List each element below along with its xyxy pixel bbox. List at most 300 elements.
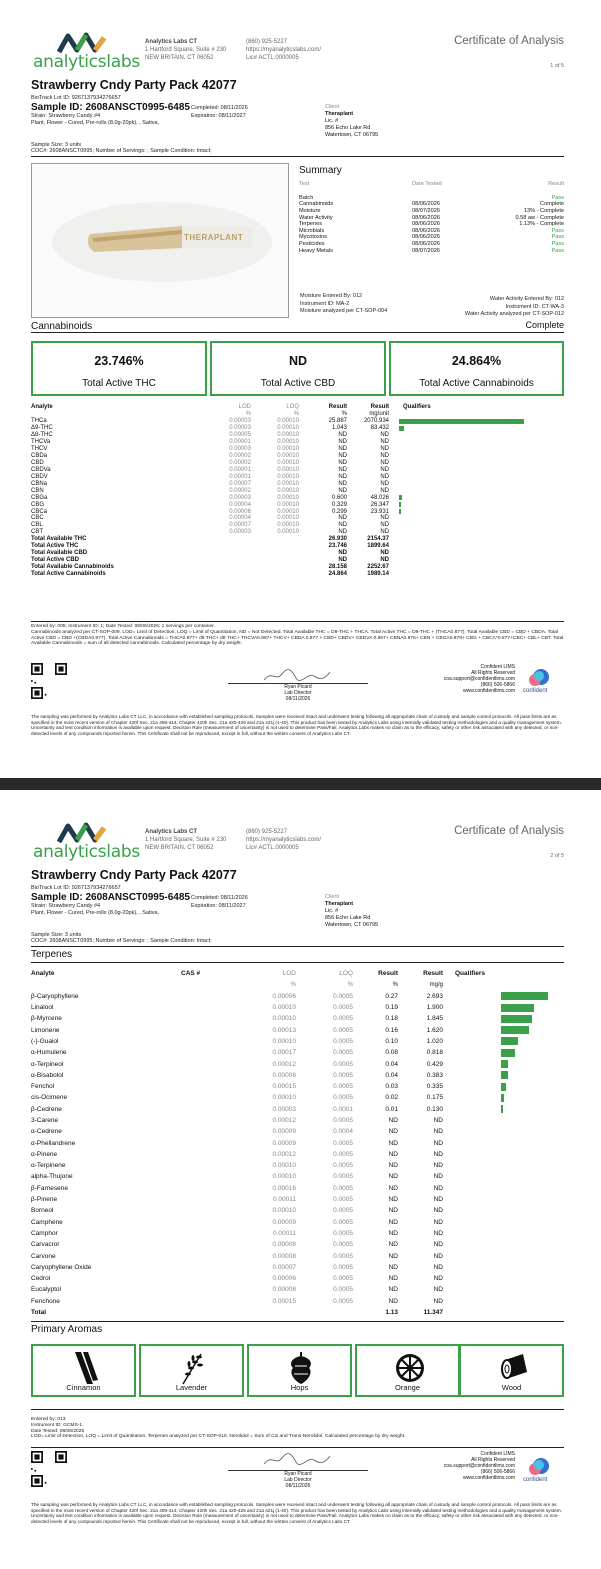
wa-instrument: Instrument ID: CT-WA-3 [505, 303, 564, 310]
lab-logo [33, 822, 143, 862]
terpene-row [31, 1262, 548, 1273]
lab-address-1: 1 Hartford Square, Suite # 230 [145, 837, 227, 843]
signature-date: 08/11/2026 [285, 695, 311, 702]
summary-date: 08/06/2026 [412, 234, 440, 241]
terpenes-title: Terpenes [31, 949, 73, 960]
terpene-loq: 0.0005 [333, 1117, 353, 1124]
analyte-loq: 0.00010 [277, 432, 299, 439]
analyte-result-pct: 1.043 [331, 425, 347, 432]
col-analyte: Analyte [31, 404, 53, 411]
analyte-name: CBNa [31, 480, 48, 487]
terpene-bar [501, 1037, 518, 1045]
analyte-lod: 0.00003 [229, 425, 251, 432]
summary-result: Complete [540, 201, 564, 208]
preroll-image [32, 164, 288, 317]
terpene-result-pct: ND [388, 1229, 398, 1237]
analyte-loq: 0.00010 [277, 487, 299, 494]
terpene-bar [501, 1060, 508, 1068]
col-cas: CAS # [181, 970, 201, 978]
terpene-lod: 0.00011 [272, 1229, 296, 1237]
terpene-result-pct: ND [388, 1263, 398, 1271]
lab-website[interactable]: https://myanalyticslabs.com/ [246, 837, 322, 843]
terpene-result-pct: ND [388, 1286, 398, 1294]
terpene-name: α-Bisabolol [31, 1071, 64, 1079]
terpene-result-mgg: 0.429 [426, 1060, 443, 1068]
aroma-orange [355, 1344, 460, 1397]
page-number: 1 of 5 [550, 63, 564, 69]
lab-website[interactable]: https://myanalyticslabs.com/ [246, 47, 322, 53]
analyte-loq: 0.00010 [277, 473, 299, 480]
terpene-name: Camphene [31, 1218, 63, 1226]
terpene-lod: 0.00015 [272, 1297, 296, 1305]
water-activity-notes [465, 296, 564, 319]
terpene-lod: 0.00010 [272, 1173, 296, 1181]
summary-test: Mycotoxins [299, 234, 327, 241]
terpene-result-mgg: ND [433, 1263, 443, 1271]
analyte-name: Δ9-THC [31, 425, 53, 432]
analyte-result-mg: ND [380, 446, 389, 453]
analyte-name: THCVa [31, 439, 51, 446]
lims-name: Confident LIMS [480, 1451, 515, 1457]
analyte-result-pct: ND [338, 487, 347, 494]
completed-date: Completed: 08/11/2026 [191, 895, 248, 901]
terpene-total-row [31, 1307, 548, 1318]
lims-rights: All Rights Reserved [471, 1457, 515, 1463]
cannabinoid-row [31, 453, 524, 460]
terpene-lod: 0.00008 [272, 1252, 296, 1260]
analyte-lod: 0.00002 [229, 487, 251, 494]
lims-block [444, 664, 515, 694]
terpene-result-mgg: ND [433, 1162, 443, 1170]
cannabinoids-status: Complete [525, 320, 564, 330]
analyte-result-pct: ND [338, 473, 347, 480]
analyte-name: CBDV [31, 473, 48, 480]
terpene-result-mgg: 1.620 [426, 1026, 443, 1034]
terpene-bar [501, 1015, 532, 1023]
summary-row [299, 208, 564, 215]
analyte-name: CBC [31, 515, 44, 522]
terpene-row [31, 1137, 548, 1148]
analyte-result-mg: ND [380, 453, 389, 460]
analyte-name: CBT [31, 529, 43, 536]
terpene-lod: 0.00010 [272, 1037, 296, 1045]
total-pct: 1.13 [385, 1309, 398, 1317]
terpene-loq: 0.0005 [333, 1094, 353, 1102]
analyte-result-mg: ND [380, 439, 389, 446]
terpene-lod: 0.00009 [272, 1139, 296, 1147]
total-mg: 2154.37 [367, 536, 389, 543]
summary-date: 08/06/2026 [412, 201, 440, 208]
terpene-result-mgg: ND [433, 1139, 443, 1147]
terpene-notes [31, 1417, 405, 1440]
coc-line: COC#: 2608ANSCT0995; Number of Servings: ; Sample Condition: Intact; [31, 148, 212, 154]
terpene-result-pct: 0.19 [385, 1004, 398, 1012]
total-label: Total [31, 1309, 47, 1317]
terpene-row [31, 1217, 548, 1228]
divider [31, 962, 564, 963]
lab-name: Analytics Labs CT [145, 829, 198, 835]
client-address-2: Watertown, CT 06795 [325, 922, 379, 928]
terpene-lod: 0.00013 [272, 1026, 296, 1034]
analyte-result-mg: 23.931 [370, 508, 389, 515]
divider [31, 1409, 564, 1410]
aroma-label: Cinnamon [66, 1383, 101, 1392]
terpene-row [31, 1160, 548, 1171]
terpene-result-mgg: ND [433, 1150, 443, 1158]
analyte-result-pct: ND [338, 515, 347, 522]
lab-address [145, 828, 226, 852]
unit-lod: % [245, 411, 251, 418]
coc-line: COC#: 2608ANSCT0995; Number of Servings: ; Sample Condition: Intact; [31, 938, 212, 944]
terpene-name: α-Terpinene [31, 1162, 66, 1170]
aroma-cinnamon [31, 1344, 136, 1397]
signature-block [228, 1472, 368, 1489]
cannabinoid-footnote-2: Cannabinoids analyzed per CT-SOP-009. LOD= Limit of Detection, LOQ = Limit of Quantitation, ND = Not Detected. Total Available THC = D9-THC + THCA. Total Active THC = D9-THC + (THCA0.877). Total Available CBD = CBD + CBDA. Total Active CBD = CBD +(CBDA0.877). Total Active Cannabinoids = THCA0.877+ d9 THC+ d8 THC+ THCVA0.867+ THCV+ CBDA 0.877 + CBD+ CBDV+ CBDVA 0.867+ CBNA0.876+ CBN + CBGA0.878+ CBG + CBCA*0.877+CBC+ CBL+ CBT. Total Available Cannabinoids = sum of all detected cannabinoids. Calculated percentage by dry weight. [31, 630, 564, 647]
analyte-loq: 0.00010 [277, 459, 299, 466]
terpene-result-pct: 0.18 [385, 1015, 398, 1023]
aroma-label: Hops [290, 1383, 309, 1392]
moisture-notes [300, 293, 387, 316]
total-mgg: 11.347 [423, 1309, 443, 1317]
terpene-loq: 0.0005 [333, 1162, 353, 1170]
summary-row [299, 247, 564, 254]
analyte-name: CBCa [31, 508, 48, 515]
analyte-result-pct: ND [338, 439, 347, 446]
terpene-result-mgg: ND [433, 1218, 443, 1226]
total-name: Total Active Cannabinoids [31, 570, 106, 577]
terpene-loq: 0.0005 [333, 1196, 353, 1204]
qr-code[interactable] [31, 663, 67, 699]
lims-name: Confident LIMS [480, 664, 515, 670]
terpene-lod: 0.00012 [272, 1060, 296, 1068]
unit-result-mgg: mg/g [429, 981, 443, 988]
terpene-loq: 0.0005 [333, 1139, 353, 1147]
terpene-loq: 0.0005 [333, 1207, 353, 1215]
cannabinoid-row [31, 494, 524, 501]
page-gap [0, 778, 601, 790]
terpene-result-pct: ND [388, 1162, 398, 1170]
terpene-result-pct: ND [388, 1207, 398, 1215]
strain: Strain: Strawberry Candy #4 [31, 113, 101, 119]
terpene-loq: 0.0001 [333, 1105, 353, 1113]
cannabinoid-total-row [31, 571, 524, 578]
summary-test: Batch [299, 194, 314, 201]
terpene-lod: 0.00012 [272, 1150, 296, 1158]
terpene-loq: 0.0005 [333, 1060, 353, 1068]
moisture-entered: Moisture Entered By: 012 [300, 293, 363, 299]
analyte-loq: 0.00010 [277, 446, 299, 453]
col-qualifiers: Qualifiers [403, 404, 431, 411]
terpene-result-mgg: 0.335 [426, 1083, 443, 1091]
page-1 [0, 0, 601, 778]
terpene-loq: 0.0005 [333, 1252, 353, 1260]
terpene-result-mgg: 0.175 [426, 1094, 443, 1102]
page-2 [0, 790, 601, 1569]
terpene-loq: 0.0005 [333, 1049, 353, 1057]
terpene-row [31, 1115, 548, 1126]
hops-icon [287, 1350, 315, 1386]
lims-block [444, 1451, 515, 1481]
cannabinoid-row [31, 432, 524, 439]
terpene-loq: 0.0005 [333, 1071, 353, 1079]
terpene-name: Carvacrol [31, 1241, 59, 1249]
col-qualifiers: Qualifiers [455, 970, 485, 978]
summary-header-result: Result [548, 180, 564, 187]
terpene-result-mgg: 1.020 [426, 1037, 443, 1045]
total-mg: 2252.67 [367, 564, 389, 571]
terpene-row [31, 1183, 548, 1194]
analyte-lod: 0.00002 [229, 459, 251, 466]
cannabinoid-row [31, 460, 524, 467]
cannabinoid-total-row [31, 557, 524, 564]
summary-test: Water Activity [299, 214, 333, 221]
analyte-result-mg: 26.347 [370, 501, 389, 508]
terpene-table [31, 968, 548, 1318]
client-name: Theraplant [325, 111, 354, 117]
cannabinoid-footnote-1: Entered by: 005; Instrument ID: 1; Date Tested: 08/06/2026; 1 servings per container. [31, 624, 215, 629]
analyte-name: CBGa [31, 494, 48, 501]
photo-brand-text: THERAPLANT [184, 233, 244, 242]
terpene-name: Fenchone [31, 1297, 60, 1305]
terpene-result-pct: ND [388, 1139, 398, 1147]
signer-title: Lab Director [284, 689, 312, 696]
terpene-result-mgg: ND [433, 1184, 443, 1192]
terpene-result-mgg: ND [433, 1229, 443, 1237]
summary-result: Pass [551, 241, 564, 248]
cannabinoid-row [31, 439, 524, 446]
cannabinoid-table [31, 404, 524, 577]
terpene-row [31, 1058, 548, 1069]
lims-email[interactable]: coa.support@confidentlims.com [443, 676, 515, 682]
summary-date: 08/06/2026 [412, 221, 440, 228]
terpene-name: α-Terpineol [31, 1060, 64, 1068]
moisture-instrument: Instrument ID: MA-2 [300, 300, 350, 307]
terpene-bar [501, 1094, 504, 1102]
lims-website[interactable]: www.confidentlims.com [463, 688, 515, 694]
terpene-name: Caryophyllene Oxide [31, 1263, 92, 1271]
client-address-2: Watertown, CT 06795 [325, 132, 379, 138]
total-pct: 24.864 [328, 570, 347, 577]
total-mg: ND [380, 550, 389, 557]
terpene-result-pct: 0.02 [385, 1094, 398, 1102]
analyte-result-mg: ND [380, 480, 389, 487]
signature-image [262, 1452, 332, 1468]
terpene-bar [501, 1026, 529, 1034]
cannabinoid-row [31, 446, 524, 453]
analyte-lod: 0.00007 [229, 480, 251, 487]
summary-test: Microbials [299, 227, 325, 234]
analyte-result-mg: ND [380, 529, 389, 536]
terpene-bar [501, 1105, 503, 1113]
lims-website[interactable]: www.confidentlims.com [463, 1475, 515, 1481]
product-type: Plant, Flower - Cured, Pre-rolls (8.0g-20pk), , Sativa, [31, 910, 160, 916]
terpene-loq: 0.0005 [333, 1037, 353, 1045]
qualifier-bar [399, 502, 401, 507]
terpene-name: α-Phellandrene [31, 1139, 76, 1147]
analyte-result-pct: ND [338, 453, 347, 460]
analyte-loq: 0.00010 [277, 466, 299, 473]
analyte-lod: 0.00005 [229, 432, 251, 439]
terpene-loq: 0.0005 [333, 1263, 353, 1271]
lab-phone: (860) 925-5227 [246, 39, 288, 45]
terpene-name: Borneol [31, 1207, 54, 1215]
terpene-result-mgg: ND [433, 1275, 443, 1283]
terpene-name: β-Pinene [31, 1196, 58, 1204]
analyte-loq: 0.00010 [277, 494, 299, 501]
terpene-bar [501, 1049, 515, 1057]
terpene-lod: 0.00010 [272, 1004, 296, 1012]
terpene-loq: 0.0005 [333, 1015, 353, 1023]
terpene-row [31, 1273, 548, 1284]
terpene-row [31, 991, 548, 1002]
aroma-lavender [139, 1344, 244, 1397]
total-cannabinoids-value: 24.864% [451, 354, 502, 368]
unit-result-pct: % [341, 411, 347, 418]
analyte-lod: 0.00003 [229, 529, 251, 536]
terpene-lod: 0.00008 [272, 1286, 296, 1294]
signature-image [262, 668, 332, 684]
terpene-result-mgg: ND [433, 1128, 443, 1136]
total-name: Total Available THC [31, 536, 87, 543]
terpene-name: Carvone [31, 1252, 56, 1260]
terpene-lod: 0.00006 [272, 992, 296, 1000]
terpene-loq: 0.0004 [333, 1128, 353, 1136]
analyte-result-mg: ND [380, 515, 389, 522]
summary-row [299, 195, 564, 202]
divider [31, 332, 564, 333]
terpene-name: Fenchol [31, 1083, 55, 1091]
summary-result: Pass [551, 227, 564, 234]
total-pct: ND [338, 550, 347, 557]
summary-table [299, 179, 564, 254]
terpene-result-mgg: ND [433, 1241, 443, 1249]
terpene-result-mgg: 1.900 [426, 1004, 443, 1012]
terpene-result-mgg: 0.383 [426, 1071, 443, 1079]
total-pct: 26.930 [328, 536, 347, 543]
signature-block [228, 685, 368, 702]
summary-date: 08/06/2026 [412, 241, 440, 248]
summary-result: Pass [551, 194, 564, 201]
product-photo [31, 163, 289, 318]
terpene-row [31, 1092, 548, 1103]
lab-address-1: 1 Hartford Square, Suite # 230 [145, 47, 227, 53]
terpene-name: β-Myrcene [31, 1015, 62, 1023]
summary-row [299, 234, 564, 241]
terpene-result-pct: ND [388, 1173, 398, 1181]
divider [31, 1447, 564, 1448]
col-loq: LOQ [339, 970, 353, 978]
cannabinoid-row [31, 501, 524, 508]
terpene-name: α-Humulene [31, 1049, 67, 1057]
terpene-loq: 0.0005 [333, 1229, 353, 1237]
analyte-result-mg: ND [380, 473, 389, 480]
terpene-row [31, 1250, 548, 1261]
terpene-loq: 0.0005 [333, 1286, 353, 1294]
terpene-loq: 0.0005 [333, 1004, 353, 1012]
terp-desc: LOD= Limit of Detection, LOQ = Limit of Quantitation. Terpenes analyzed per CT-SOP-010. Nerolidol = Sum of Cis and Trans-Nerolidol. Calculated percentage by dry weight. [31, 1434, 406, 1440]
terpene-name: 3-Carene [31, 1117, 59, 1124]
analyte-lod: 0.00003 [229, 418, 251, 425]
total-thc-box [31, 341, 207, 396]
summary-test: Pesticides [299, 241, 325, 248]
terpene-name: β-Cedrene [31, 1105, 62, 1113]
analyte-result-pct: ND [338, 529, 347, 536]
terpene-lod: 0.00010 [272, 1094, 296, 1102]
terpene-lod: 0.00008 [272, 1241, 296, 1249]
col-analyte: Analyte [31, 970, 55, 978]
analyte-result-mg: 83.432 [370, 425, 389, 432]
terpene-result-mgg: 0.818 [426, 1049, 443, 1057]
summary-header-test: Test [299, 180, 310, 187]
terpene-name: α-Cedrene [31, 1128, 62, 1136]
cannabinoid-total-row [31, 550, 524, 557]
confident-brand: confident [523, 1477, 548, 1483]
signer-name: Ryan Picard [284, 1471, 312, 1477]
terpene-bar [501, 1004, 534, 1012]
qr-code[interactable] [31, 1451, 67, 1487]
terpene-lod: 0.00010 [272, 1015, 296, 1023]
summary-date: 08/07/2026 [412, 247, 440, 254]
terpene-name: Linalool [31, 1004, 54, 1012]
terpene-lod: 0.00016 [272, 1184, 296, 1192]
summary-date: 08/06/2026 [412, 227, 440, 234]
analyte-name: CBDa [31, 453, 48, 460]
analyte-result-pct: ND [338, 459, 347, 466]
qualifier-bar [399, 426, 404, 431]
terpene-result-pct: ND [388, 1196, 398, 1204]
total-pct: ND [338, 557, 347, 564]
summary-date [412, 195, 492, 202]
lab-license: Lic# ACTL.0000005 [246, 55, 299, 61]
col-result-pct: Result [328, 404, 347, 411]
lims-email[interactable]: coa.support@confidentlims.com [443, 1463, 515, 1469]
analyte-result-pct: 0.329 [331, 501, 347, 508]
total-name: Total Available CBD [31, 550, 88, 557]
logo-mark-icon [57, 32, 109, 54]
analyte-lod: 0.00007 [229, 522, 251, 529]
signer-name: Ryan Picard [284, 684, 312, 690]
terpene-lod: 0.00011 [272, 1196, 296, 1204]
terpene-loq: 0.0005 [333, 1083, 353, 1091]
terpene-loq: 0.0005 [333, 1297, 353, 1305]
summary-row [299, 241, 564, 248]
total-mg: 1989.14 [367, 570, 389, 577]
wa-entered: Water Activity Entered By: 012 [489, 296, 564, 302]
aromas-title: Primary Aromas [31, 1324, 103, 1335]
terpene-row [31, 1070, 548, 1081]
total-name: Total Available Cannabinoids [31, 564, 114, 571]
terpene-lod: 0.00009 [272, 1128, 296, 1136]
terpene-loq: 0.0005 [333, 1275, 353, 1283]
terpene-lod: 0.00012 [272, 1117, 296, 1124]
confident-logo-icon [528, 668, 550, 688]
lab-license: Lic# ACTL.0000005 [246, 845, 299, 851]
terpene-row [31, 1036, 548, 1047]
lab-phone: (860) 925-5227 [246, 829, 288, 835]
terpene-row [31, 1081, 548, 1092]
terpene-lod: 0.00015 [272, 1083, 296, 1091]
summary-row [299, 228, 564, 235]
cannabinoids-title: Cannabinoids [31, 321, 93, 332]
total-name: Total Active THC [31, 543, 79, 550]
analyte-lod: 0.00003 [229, 494, 251, 501]
cannabinoid-total-row [31, 536, 524, 543]
analyte-loq: 0.00010 [277, 480, 299, 487]
col-lod: LOD [282, 970, 296, 978]
analyte-result-mg: 2070.934 [363, 418, 389, 425]
terpene-result-pct: ND [388, 1128, 398, 1136]
aroma-label: Orange [394, 1383, 421, 1392]
